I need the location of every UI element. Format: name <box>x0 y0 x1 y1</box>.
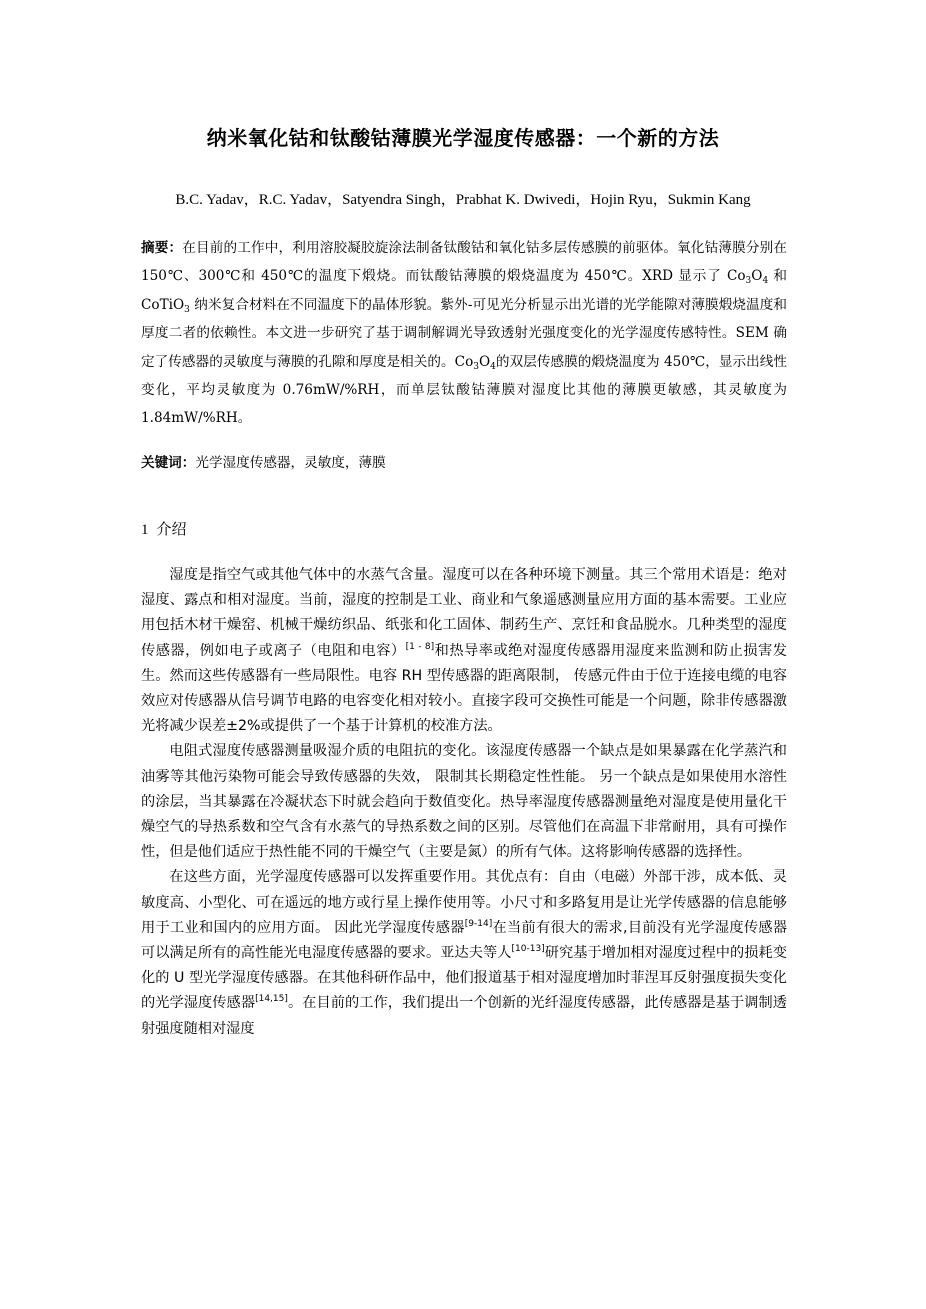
citation: [10-13] <box>511 944 545 955</box>
section-title: 介绍 <box>156 520 187 538</box>
section-heading <box>141 518 187 539</box>
abstract-text: 的双层传感膜的煅烧温度为 450℃，显示出线性变化，平均灵敏度为 0.76mW/%RH，而单层钛酸钴薄膜对湿度比其他的薄膜更敏感，其灵敏度为 1.84mW/%RH。 <box>141 353 787 427</box>
paragraph-text: 研究基于增加相对湿度过程中的损耗变化的 U 型光学湿度传感器。在其他科研作品中，他们报道基于相对湿度增加时菲涅耳反射强度损失变化的光学湿度传感器 <box>141 945 787 1012</box>
paragraph <box>141 563 787 739</box>
citation: [9-14] <box>464 918 493 929</box>
abstract-label: 摘要： <box>141 240 183 256</box>
subscript: 4 <box>762 276 769 287</box>
citation: [14,15] <box>255 994 288 1005</box>
paragraph-text: 在当前有很大的需求,目前没有光学湿度传感器可以满足所有的高性能光电湿度传感器的要求。亚达夫等人 <box>141 919 788 962</box>
keywords-text: 光学湿度传感器，灵敏度，薄膜 <box>195 455 386 471</box>
section-number: 1 <box>141 522 149 538</box>
abstract-text: O <box>751 268 763 285</box>
body-text <box>141 563 787 1042</box>
subscript: 4 <box>490 361 496 372</box>
paragraph-text: 和热导率或绝对湿度传感器用湿度来监测和防止损害发生。然而这些传感器有一些局限性。电容 RH 型传感器的距离限制， 传感元件由于位于连接电缆的电容效应对传感器从信号调节电路的电容变化相对较小。直接字段可交换性可能是一个问题，除非传感器激光将减少误差±2%或提供了一个基于计算机的校准方法。 <box>141 642 787 735</box>
paragraph-text: 湿度是指空气或其他气体中的水蒸气含量。湿度可以在各种环境下测量。其三个常用术语是：绝对湿度、露点和相对湿度。当前，湿度的控制是工业、商业和气象遥感测量应用方面的基本需要。工业应用包括木材干燥窑、机械干燥纺织品、纸张和化工固体、制药生产、烹饪和食品脱水。几种类型的湿度传感器，例如电子或离子（电阻和电容） <box>141 567 787 659</box>
keywords-label: 关键词： <box>141 455 196 471</box>
citation: [1 - 8] <box>405 641 435 652</box>
keywords <box>141 449 787 477</box>
abstract-text: O <box>479 353 491 370</box>
subscript: 3 <box>473 361 479 372</box>
paper-title: 纳米氧化钴和钛酸钴薄膜光学湿度传感器：一个新的方法 <box>206 126 720 150</box>
abstract-text: 纳米复合材料在不同温度下的晶体形貌。紫外-可见光分析显示出光谱的光学能隙对薄膜煅烧温度和厚度二者的依赖性。本文进一步研究了基于调制解调光导致透射光强度变化的光学湿度传感特性。SEM 确定了传感器的灵敏度与薄膜的孔隙和厚度是相关的。Co <box>141 296 787 370</box>
paragraph-text: 在这些方面，光学湿度传感器可以发挥重要作用。其优点有：自由（电磁）外部干涉，成本低、灵敏度高、小型化、可在遥远的地方或行星上操作使用等。小尺寸和多路复用是让光学传感器的信息能够用于工业和国内的应用方面。 因此光学湿度传感器 <box>141 869 787 936</box>
paragraph: 电阻式湿度传感器测量吸湿介质的电阻抗的变化。该湿度传感器一个缺点是如果暴露在化学蒸汽和油雾等其他污染物可能会导致传感器的失效， 限制其长期稳定性性能。 另一个缺点是如果使用水溶性的涂层，当其暴露在冷凝状态下时就会趋向于数值变化。热导率湿度传感器测量绝对湿度是使用量化干燥空气的导热系数和空气含有水蒸气的导热系数之间的区别。尽管他们在高温下非常耐用，具有可操作性，但是他们适应于热性能不同的干燥空气（主要是氮）的所有气体。这将影响传感器的选择性。 <box>141 743 787 861</box>
paragraph-text: 。在目前的工作，我们提出一个创新的光纤湿度传感器，此传感器是基于调制透射强度随相对湿度 <box>141 995 787 1037</box>
abstract-text: 和 CoTiO <box>141 268 787 313</box>
subscript: 3 <box>745 276 752 287</box>
abstract-text: 在目前的工作中，利用溶胶凝胶旋涂法制备钛酸钴和氧化钴多层传感膜的前驱体。氧化钴薄膜分别在 150℃、300℃和 450℃的温度下煅烧。而钛酸钴薄膜的煅烧温度为 450℃。XRD 显示了 Co <box>141 240 788 285</box>
abstract <box>141 234 787 433</box>
author-list: B.C. Yadav，R.C. Yadav，Satyendra Singh，Prabhat K. Dwivedi，Hojin Ryu，Sukmin Kang <box>175 192 751 208</box>
paragraph <box>141 865 787 1041</box>
subscript: 3 <box>184 304 190 315</box>
